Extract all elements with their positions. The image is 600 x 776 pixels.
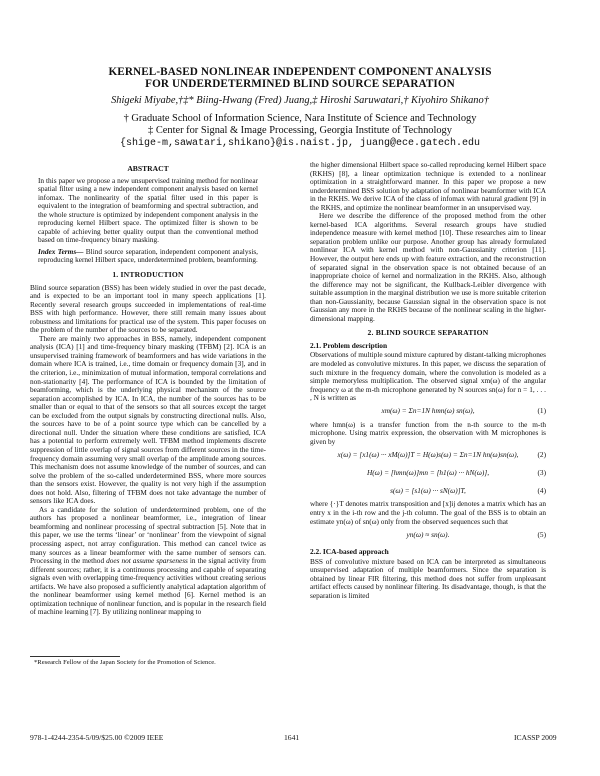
intro-paragraph-4: the higher dimensional Hilbert space so-called reproducing kernel Hilbert space (RKHS) [8], a linear optimization technique is extended to a nonlinear optimization in a straightforward manner. In this paper we propose a new underdetermined BSS solution by adaptation of nonlinear beamformer with ICA in the RKHS. We derive ICA of the class of infomax with natural gradient [9] in the RKHS, and optimize the nonlinear beamformer in an unsupervised way. <box>310 160 546 212</box>
equation-2-number: (2) <box>537 450 546 460</box>
intro-paragraph-3-a: As a candidate for the solution of underdetermined problem, one of the authors has proposed a nonlinear beamformer, i.e., integration of linear beamforming and nonlinear processing of spectral subtraction [5]. Note that in this paper, we use the terms ‘linear’ or ‘nonlinear’ from the viewpoint of signal processing aspect, not array configuration. This method can cancel twice as many sources as a linear beamformer with the same number of sensors can. Processing in the method <box>30 504 266 566</box>
equation-5-body: yn(ω) ≈ sn(ω). <box>406 529 450 539</box>
equation-1-number: (1) <box>537 406 546 416</box>
equation-4-number: (4) <box>537 486 546 496</box>
equation-4-body: s(ω) = [s1(ω) ··· sN(ω)]T, <box>390 486 466 496</box>
right-column <box>310 161 546 600</box>
subsection-heading-problem: 2.1. Problem description <box>310 340 388 350</box>
abstract-text: In this paper we propose a new unsupervised training method for nonlinear spatial filter using a new independent component analysis based on kernel infomax. The nonlinearity of the spatial filter used in this paper is equivalent to the integration of beamforming and spectral subtraction, and the whole structure is optimized by independent component analysis in the reproducing kernel Hilbert space. The optimized filter is shown to be capable of achieving better quality output than the conventional method based on time-frequency binary masking. <box>38 175 258 245</box>
abstract-heading: ABSTRACT <box>127 164 169 173</box>
footer-isbn: 978-1-4244-2354-5/09/$25.00 ©2009 IEEE <box>30 733 164 742</box>
equation-5-number: (5) <box>537 529 546 539</box>
footer-conference: ICASSP 2009 <box>514 733 557 742</box>
affiliation-gatech: ‡ Center for Signal & Image Processing, Georgia Institute of Technology <box>148 125 452 136</box>
equation-1 <box>310 403 546 421</box>
equation-2-body: x(ω) = [x1(ω) ··· xM(ω)]T = H(ω)s(ω) = Σn=1N hn(ω)sn(ω), <box>337 450 519 460</box>
footer-page-number: 1641 <box>284 733 300 742</box>
section-heading-bss: 2. BLIND SOURCE SEPARATION <box>367 328 489 338</box>
problem-paragraph: Observations of multiple sound mixture captured by distant-talking microphones are modeled as convolutive mixtures. In this paper, we discuss the separation of such mixture in the frequency domain, where the convolution is modeled as a simple memoryless multiplication. The observed signal xm(ω) of the angular frequency ω at the m-th microphone generated by N sources sn(ω) for n = 1, . . . , N is written as <box>310 350 546 403</box>
intro-paragraph-5: Here we describe the difference of the proposed method from the other kernel-based ICA algorithms. Several research groups have studied independence measure with kernel method [10]. These researches aim to linear separation problem unlike our purpose. Another group has already formulated nonlinear ICA with kernel method with non-Gaussianity criterion [11]. However, the output here ends up with feature extraction, and the reconstruction of separated signal in the observation space is not obtained because of an inappropriate choice of kernel and normalization in the RKHS. Also, although the difference may not be significant, the Kullback-Leibler divergence with suitable assumption in the marginal distribution we use is more suitable criterion than non-Gaussianity, because Gaussian signal in the observation space is not Gaussian any more in the RKHS because of the nonlinear scaling in the higher-dimensional mapping. <box>310 211 546 323</box>
index-terms-text: Blind source separation, independent component analysis, reproducing kernel Hilbert space, underdetermined problem, beamforming. <box>38 246 259 265</box>
equation-3-number: (3) <box>537 468 546 478</box>
title-line-2: FOR UNDERDETERMINED BLIND SOURCE SEPARATION <box>145 78 455 90</box>
equation-3-body: H(ω) = [hmn(ω)]mn = [h1(ω) ··· hN(ω)], <box>366 468 490 478</box>
intro-paragraph-3-b: in the signal activity from different sources; rather, it is a continuous processing and capable of separating signals even with overlapping time-frequency activities without creating serious artifacts. We have also proposed a sufficiently analytical adaptation algorithm of the nonlinear beamformer using kernel method [6]. Kernel method is an optimization technique of nonlinear function, and is popular in the research field of machine learning [7]. By utilizing nonlinear mapping to <box>30 556 266 617</box>
index-terms <box>38 248 258 265</box>
section-heading-introduction: 1. INTRODUCTION <box>112 270 184 280</box>
left-column <box>30 165 266 617</box>
goal-paragraph: where {·}T denotes matrix transposition and [x]ij denotes a matrix which has an entry x in the i-th row and the j-th column. The goal of the BSS is to obtain an estimate yn(ω) of sn(ω) only from the observed sequences such that <box>310 499 546 526</box>
footnote: *Research Fellow of the Japan Society for the Promotion of Science. <box>34 659 216 666</box>
intro-paragraph-3 <box>30 506 266 617</box>
footnote-rule <box>30 656 120 657</box>
equation-1-body: xm(ω) = Σn=1N hmn(ω) sn(ω), <box>381 406 475 416</box>
subsection-heading-ica: 2.2. ICA-based approach <box>310 547 389 557</box>
ica-paragraph: BSS of convolutive mixture based on ICA can be interpreted as simultaneous unsupervised adaptation of multiple beamformers. Since the separation is obtained by linear FIR filtering, this method does not suffer from unpleasant artifact effects caused by nonlinear filtering. Its disadvantage, though, is that the separation is limited <box>310 556 546 600</box>
abstract-block <box>30 165 266 265</box>
equation-5 <box>310 526 546 544</box>
equation-3 <box>310 464 546 482</box>
transfer-function-paragraph: where hmn(ω) is a transfer function from the n-th source to the m-th microphone. Using matrix expression, the observation with M microphones is given by <box>310 419 546 446</box>
author-emails: {shige-m,sawatari,shikano}@is.naist.jp, juang@ece.gatech.edu <box>119 138 481 149</box>
paper-title <box>40 66 560 90</box>
index-terms-label: Index Terms— <box>38 246 84 256</box>
intro-paragraph-1: Blind source separation (BSS) has been widely studied in over the past decade, and is expected to be an important tool in many speech applications [1]. Recently several research groups succeeded in implementations of real-time BSS with high performance. However, there still remain many issues about robustness and limitations for practical use of the system. This paper focuses on the problem of the number of the sources to be separated. <box>30 282 266 335</box>
intro-paragraph-2: There are mainly two approaches in BSS, namely, independent component analysis (ICA) [1] and time-frequency binary masking (TFBM) [2]. ICA is an unsupervised training framework of beamformers and has wide variations in the domain where ICA is trained, i.e., time domain or frequency domain [3], and in the criterion, i.e., minimization of mutual information, temporal correlations and non-stationarity [4]. The performance of ICA is bounded by the limitation of beamforming, which is the underlying physical mechanism of the source separation accomplished by ICA. In ICA, the number of the sources has to be smaller than or equal to that of the sensors so that all sources except the target can be excluded from the output signals by constructing directional nulls. Also, the sources have to be of a point source type which can be cancelled by a directional null. Under the situation where these conditions are satisfied, ICA has a potential to perform extremely well. TFBM method implements discrete suppression of little overlap of signal sources from different sources in the time-frequency domain assuming very small overlap of the amplitude among sources. This mechanism does not assume knowledge of the number of sources, and can solve the problem of the so-called underdetermined BSS, where more sources than the sensors exist. However, the quality is not very high if the assumption does not hold. Also, filtering of TFBM does not take advantage the number of sensors like ICA does. <box>30 333 266 506</box>
affiliation-naist: † Graduate School of Information Science, Nara Institute of Science and Technology <box>123 113 477 124</box>
title-line-1: KERNEL-BASED NONLINEAR INDEPENDENT COMPONENT ANALYSIS <box>108 66 492 78</box>
equation-2 <box>310 446 546 464</box>
intro-paragraph-3-emphasis: does not assume sparseness <box>106 556 188 566</box>
author-list: Shigeki Miyabe,†‡* Biing-Hwang (Fred) Juang,‡ Hiroshi Saruwatari,† Kiyohiro Shikano† <box>111 95 489 106</box>
equation-4 <box>310 482 546 500</box>
